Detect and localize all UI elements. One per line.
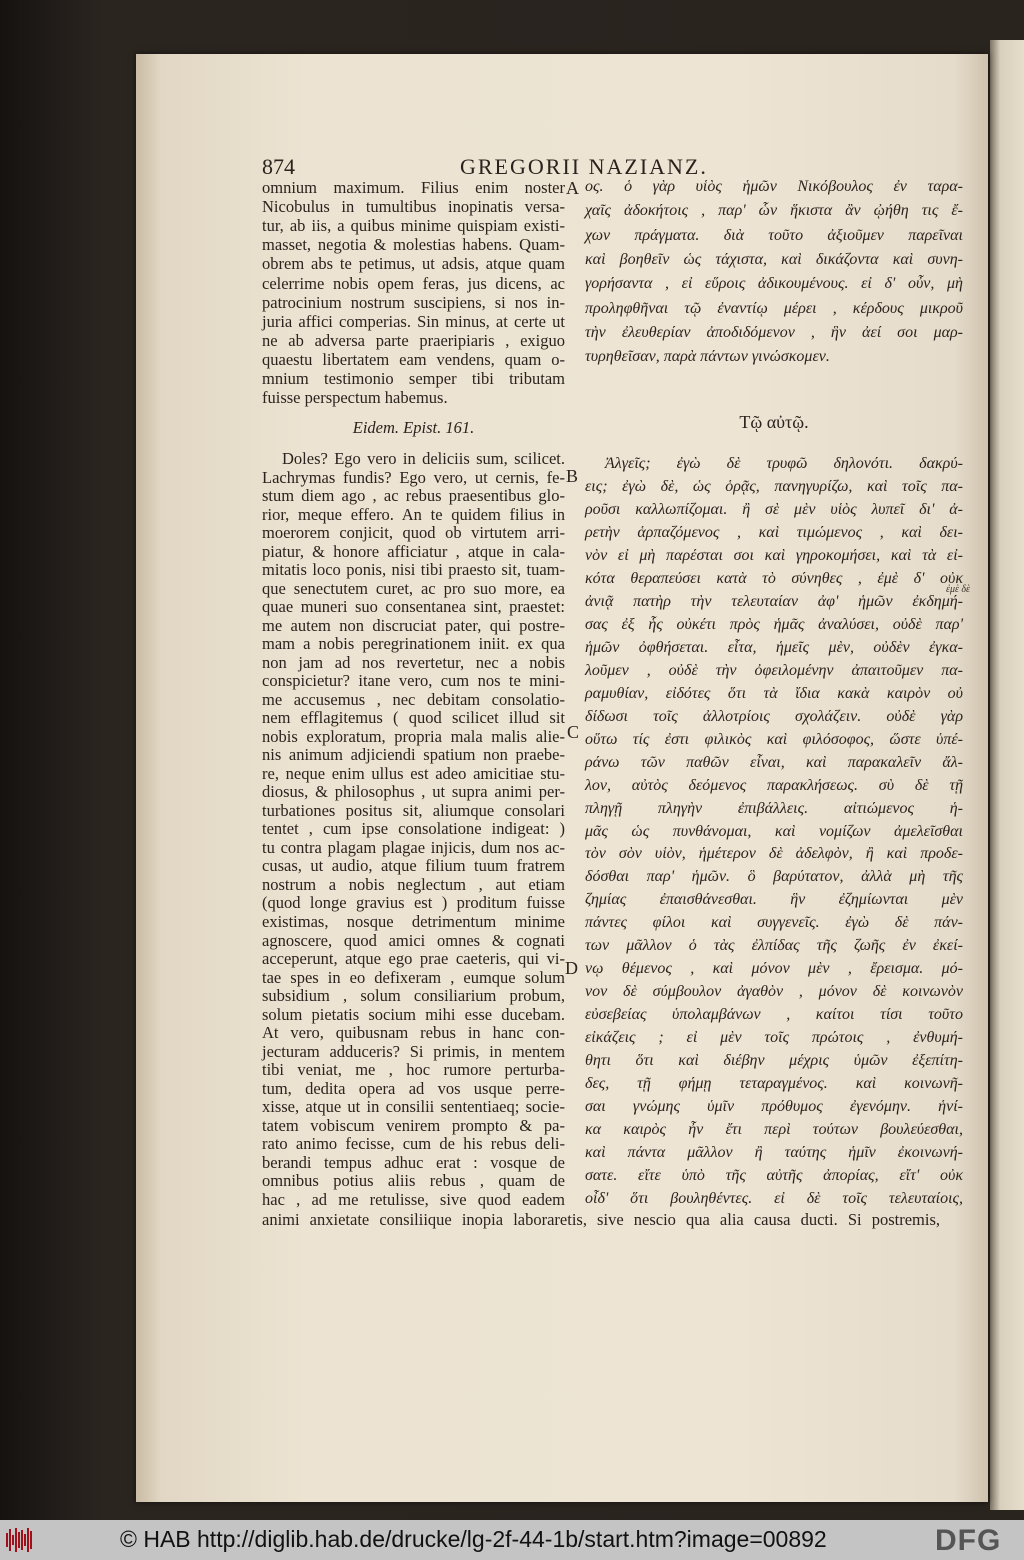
greek-text-line: δες, τῇ φήμῃ τεταραγμένος. καὶ κοινωνῆ- <box>585 1075 963 1093</box>
latin-text-line: tatem vobiscum venirem prompto & pa- <box>262 1115 565 1135</box>
greek-text-line: καὶ πάντα μᾶλλον ἢ ταύτης ἡμῖν ἐκοινωνή- <box>585 1144 963 1162</box>
latin-text-line: xisse, atque ut in consilii sententiaeq; socie- <box>262 1097 565 1117</box>
greek-text-line: οὕτω τίς ἐστι φιλικὸς καὶ φιλόσοφος, ὥστε ὑπέ- <box>585 730 963 748</box>
greek-text-line: εις; ἐγὼ δὲ, ὡς ὁρᾷς, πανηγυρίζω, καὶ τοῖς πα- <box>585 477 963 495</box>
greek-text-line: λον, αὐτὸς δεόμενος παρακλήσεως. σὺ δὲ τῇ <box>585 776 963 794</box>
latin-text-line: tentet , cum ipse consolatione indigeat: ) <box>262 819 565 839</box>
latin-text-line: diosus, & philosophus , ut supra animi per- <box>262 782 565 802</box>
greek-text-line: νον δὲ σύμβουλον ἀγαθὸν , μόνον δὲ κοινωνὸν <box>585 983 963 1001</box>
latin-text-line: solum pietatis socium mihi esse ducebam. <box>262 1004 565 1024</box>
latin-text-line: mnium testimonio semper tibi tributam <box>262 369 565 388</box>
latin-text-line: Nicobulus in tumultibus inopinatis versa- <box>262 197 565 217</box>
margin-letter-c: C <box>567 722 580 742</box>
latin-text-line: tibi veniat, me , hoc rumore perturba- <box>262 1060 565 1080</box>
greek-text-line: ος. ὁ γὰρ υἱὸς ἡμῶν Νικόβουλος ἐν ταρα- <box>585 178 963 195</box>
greek-text-line: γορήσαντα , εἰ εὕροις ἀδικουμένους. εἰ δ' οὖν, μὴ <box>585 275 963 293</box>
source-link[interactable]: © HAB http://diglib.hab.de/drucke/lg-2f-44-1b/start.htm?image=00892 <box>120 1526 827 1552</box>
greek-text-line: χαῖς ἀδοκήτοις , παρ' ὧν ἥκιστα ἂν ᾠήθη τις ἔ- <box>585 202 963 220</box>
latin-text-line: subsidium , solum consiliarium probum, <box>262 986 565 1006</box>
latin-text-line: turbationes positus sit, aliumque consolari <box>262 800 565 820</box>
latin-text-line: nem efflagitemus ( quod scilicet illud sit <box>262 708 565 728</box>
latin-text-line: rato animo fecisse, cum de his rebus deli- <box>262 1134 565 1154</box>
greek-text-line: χων πράγματα. διὰ τοῦτο ἀξιοῦμεν παρεῖναι <box>585 226 963 244</box>
greek-text-line: νῳ θέμενος , καὶ μόνον μὲν , ἔρεισμα. μό- <box>585 960 963 978</box>
greek-text-line: εὐσεβείας ὑπολαμβάνων , καίτοι τίσι τοῦτο <box>585 1006 963 1024</box>
latin-text-line: tae spes in eo defixeram , eumque solum <box>262 967 565 987</box>
latin-text-line: conspicietur? itane vero, cum nos te mini- <box>262 671 565 691</box>
latin-text-line: mitatis loco ponis, nisi tibi praesto sit, tuam- <box>262 560 565 580</box>
margin-letter-d: D <box>565 958 578 978</box>
greek-text-line: ζημίας ἐπαισθάνεσθαι. ἣν ἐζημίωνται μὲν <box>585 891 963 909</box>
running-title: GREGORII NAZIANZ. <box>460 154 708 179</box>
latin-text-line: que senectutem curet, ac pro suo more, ea <box>262 578 565 598</box>
latin-text-line: re, neque enim ullus est adeo amicitiae stu- <box>262 763 565 783</box>
latin-text-line: me accusemus , nec debitam consolatio- <box>262 689 565 709</box>
latin-text-line: agnoscere, quod amici omnes & cognati <box>262 930 565 950</box>
latin-text-line: juria affici comperias. Sin minus, at certe ut <box>262 311 565 331</box>
latin-text-line: obrem abs te petimus, ut adsis, atque quam <box>262 254 565 274</box>
greek-text-line: κότα θεραπεύσει κατὰ τὸ σύνηθες , ἐμὲ δ' οὐκ <box>585 569 963 587</box>
greek-text-line: τὸν σὸν υἱὸν, ἡμέτερον δὲ ἀδελφὸν, ἢ καὶ προδε- <box>585 845 963 863</box>
latin-text-line: At vero, quibusnam rebus in hanc con- <box>262 1023 565 1043</box>
greek-text-line: ροῦσι καλλωπίζομαι. ἢ σὲ μὲν υἱὸς λυπεῖ δι' ἀ- <box>585 500 963 518</box>
page-number: 874 <box>262 154 295 179</box>
greek-text-line: σαι γνώμης ὑμῖν πρόθυμος ἐγενόμην. ἡνί- <box>585 1098 963 1116</box>
viewer-footer-bar <box>0 1520 1024 1560</box>
margin-letter-b: B <box>566 466 579 486</box>
greek-text-line: ἡμῶν ὀφθήσεται. εἶτα, ἡμεῖς μὲν, οὐδὲν ἐγκα- <box>585 638 963 656</box>
latin-text-line: ne ab adversa parte praeripiaris , exiguo <box>262 330 565 350</box>
latin-text-line: non jam ad nos revertetur, nec a nobis <box>262 652 565 672</box>
latin-text-line: patrocinium nostrum suscipiens, si nos in- <box>262 292 565 312</box>
greek-text-line: ραμυθίαν, εἰδότες ὅτι τὰ ἴδια κακὰ καιρὸν οὐ <box>585 684 963 702</box>
latin-letter-heading: Eidem. Epist. 161. <box>352 418 475 437</box>
greek-text-line: νὸν εἰ μὴ παρέσται σοι καὶ γηροκομήσει, καὶ τὰ εἰ- <box>585 546 963 564</box>
greek-text-line: δόσθαι παρ' ἡμῶν. ὃ βαρύτατον, ἀλλὰ μὴ τῆς <box>585 868 963 886</box>
latin-text-line: tu contra plagam plagae injicis, dum nos ac- <box>262 837 565 857</box>
greek-text-line: τυρηθεῖσαν, παρὰ πάντων γινώσκομεν. <box>585 348 830 366</box>
greek-text-line: λοῦμεν , οὐδὲ τὴν ὀφειλομένην ἀπαιτοῦμεν πα- <box>585 661 963 679</box>
greek-text-line: οἶδ' ὅτι βουληθέντες. εἰ δὲ τοῖς τελευταίοις, <box>585 1190 963 1208</box>
latin-text-line: fuisse perspectum habemus. <box>262 388 448 408</box>
latin-text-line: Lachrymas fundis? Ego vero, ut cernis, fe- <box>262 467 565 487</box>
greek-text-line: Ἀλγεῖς; ἐγὼ δὲ τρυφῶ δηλονότι. δακρύ- <box>605 455 963 472</box>
greek-text-line: σατε. εἴτε ὑπὸ τῆς αὐτῆς ἀπορίας, εἴτ' οὐκ <box>585 1167 963 1185</box>
latin-text-line: moerorem conjicit, quod ob virtutem arri- <box>262 523 565 543</box>
greek-text-line: σας ἐξ ἧς οὐκέτι πρὸς ἡμᾶς ἀναλύσει, οὐδὲ παρ' <box>585 615 963 633</box>
latin-text-line: stum diem ago , ac rebus praesentibus glo- <box>262 486 565 506</box>
greek-text-line: πάντες φίλοι καὶ συγγενεῖς. ἐγὼ δὲ πάν- <box>585 914 963 932</box>
hab-logo-icon <box>6 1527 34 1553</box>
greek-text-line: καὶ βοηθεῖν ὡς τάχιστα, καὶ δικάζοντα καὶ συνη- <box>585 250 963 268</box>
latin-text-line: nostrum a nobis neglectum , aut etiam <box>262 874 565 894</box>
latin-text-line: quae muneri suo consentanea sint, praestet: <box>262 597 565 617</box>
latin-text-line: omnibus potius aliis rebus , quam de <box>262 1171 565 1191</box>
margin-note: ἐμὲ δὲ <box>946 584 970 595</box>
latin-text-line: Doles? Ego vero in deliciis sum, scilicet. <box>282 449 565 468</box>
latin-text-line: existimas, nosque detrimentum minime <box>262 912 565 931</box>
latin-text-line: masset, negotia & molestias habens. Quam- <box>262 235 565 255</box>
latin-text-line: acceperunt, atque ego prae caeteris, qui vi- <box>262 949 565 969</box>
greek-text-line: ἀνιᾷ πατὴρ τὴν τελευταίαν ἀφ' ἡμῶν ἐκδημή- <box>585 592 963 610</box>
latin-text-line: quaestu libertatem eam vendens, quam o- <box>262 349 565 369</box>
greek-text-line: μᾶς ὡς πυνθάνομαι, καὶ νομίζων ἀμελεῖσθαι <box>585 822 963 840</box>
latin-text-line: hac , ad me retulisse, sive quod eadem <box>262 1189 565 1209</box>
latin-final-line: animi anxietate consiliique inopia laboraretis, sive nescio qua alia causa ducti. Si postremis, <box>262 1210 940 1229</box>
latin-text-line: jecturam adduceris? Si primis, in mentem <box>262 1041 565 1061</box>
latin-text-line: rior, meque effero. An te quidem filius in <box>262 504 565 524</box>
greek-text-line: των μᾶλλον ὁ τὰς ἐλπίδας τῆς ζωῆς ἐν ἐκεί- <box>585 937 963 955</box>
latin-text-line: tur, ab iis, a quibus minime quispiam existi- <box>262 216 565 236</box>
greek-text-line: εἰκάζεις ; εἰ μὲν τοῖς πρώτοις , ἐνθυμή- <box>585 1029 963 1047</box>
greek-text-line: τὴν ἐλευθερίαν ἀποδιδόμενον , ἣν ἀεί σοι μαρ- <box>585 323 963 341</box>
latin-text-line: tum, dedita opera ad vos usque perre- <box>262 1078 565 1098</box>
adjacent-page-edge <box>990 40 1024 1510</box>
greek-text-line: πληγῇ πληγὴν ἐπιβάλλεις. αἰτιώμενος ἡ- <box>585 799 963 817</box>
latin-text-line: me autem non discruciat pater, qui postre- <box>262 615 565 635</box>
greek-text-line: θητι ὅτι καὶ διέβην μέχρις ὑμῶν ἐξεπίτη- <box>585 1052 963 1070</box>
greek-letter-heading: Τῷ αὐτῷ. <box>739 412 809 432</box>
latin-text-line: omnium maximum. Filius enim noster <box>262 178 565 197</box>
greek-text-line: δίδωσι τοῖς ἀλλοτρίοις σχολάζειν. οὐδὲ γὰρ <box>585 707 963 725</box>
latin-text-line: nobis exploratum, propria mala malis alie- <box>262 726 565 746</box>
latin-text-line: nis animum adjiciendi spatium non praebe- <box>262 745 565 765</box>
latin-text-line: piatur, & honore afficiatur , atque in cala- <box>262 541 565 561</box>
dfg-logo: DFG <box>935 1524 1002 1557</box>
greek-text-line: προληφθῆναι τῷ ἐναντίῳ μέρει , κέρδους μικροῦ <box>585 299 963 317</box>
latin-text-line: mam a nobis peregrinationem iniit. ex qua <box>262 634 565 654</box>
latin-text-line: (quod longe gravius est ) proditum fuisse <box>262 893 565 913</box>
greek-text-line: ράνω τῶν παθῶν εἶναι, καὶ παρακαλεῖν ἄλ- <box>585 753 963 771</box>
latin-text-line: celerrime nobis opem feras, jus dicens, ac <box>262 273 565 293</box>
margin-letter-a: A <box>566 178 579 198</box>
latin-text-line: berandi tempus adhuc erat : vosque de <box>262 1152 565 1172</box>
greek-text-line: κα καιρὸς ἦν ἔτι περὶ τούτων βουλεύεσθαι, <box>585 1121 963 1139</box>
greek-text-line: ρετὴν ἁρπαζόμενος , καὶ τιμώμενος , καὶ δει- <box>585 523 963 541</box>
latin-text-line: cusas, ut audio, atque filium tuum fratrem <box>262 856 565 876</box>
